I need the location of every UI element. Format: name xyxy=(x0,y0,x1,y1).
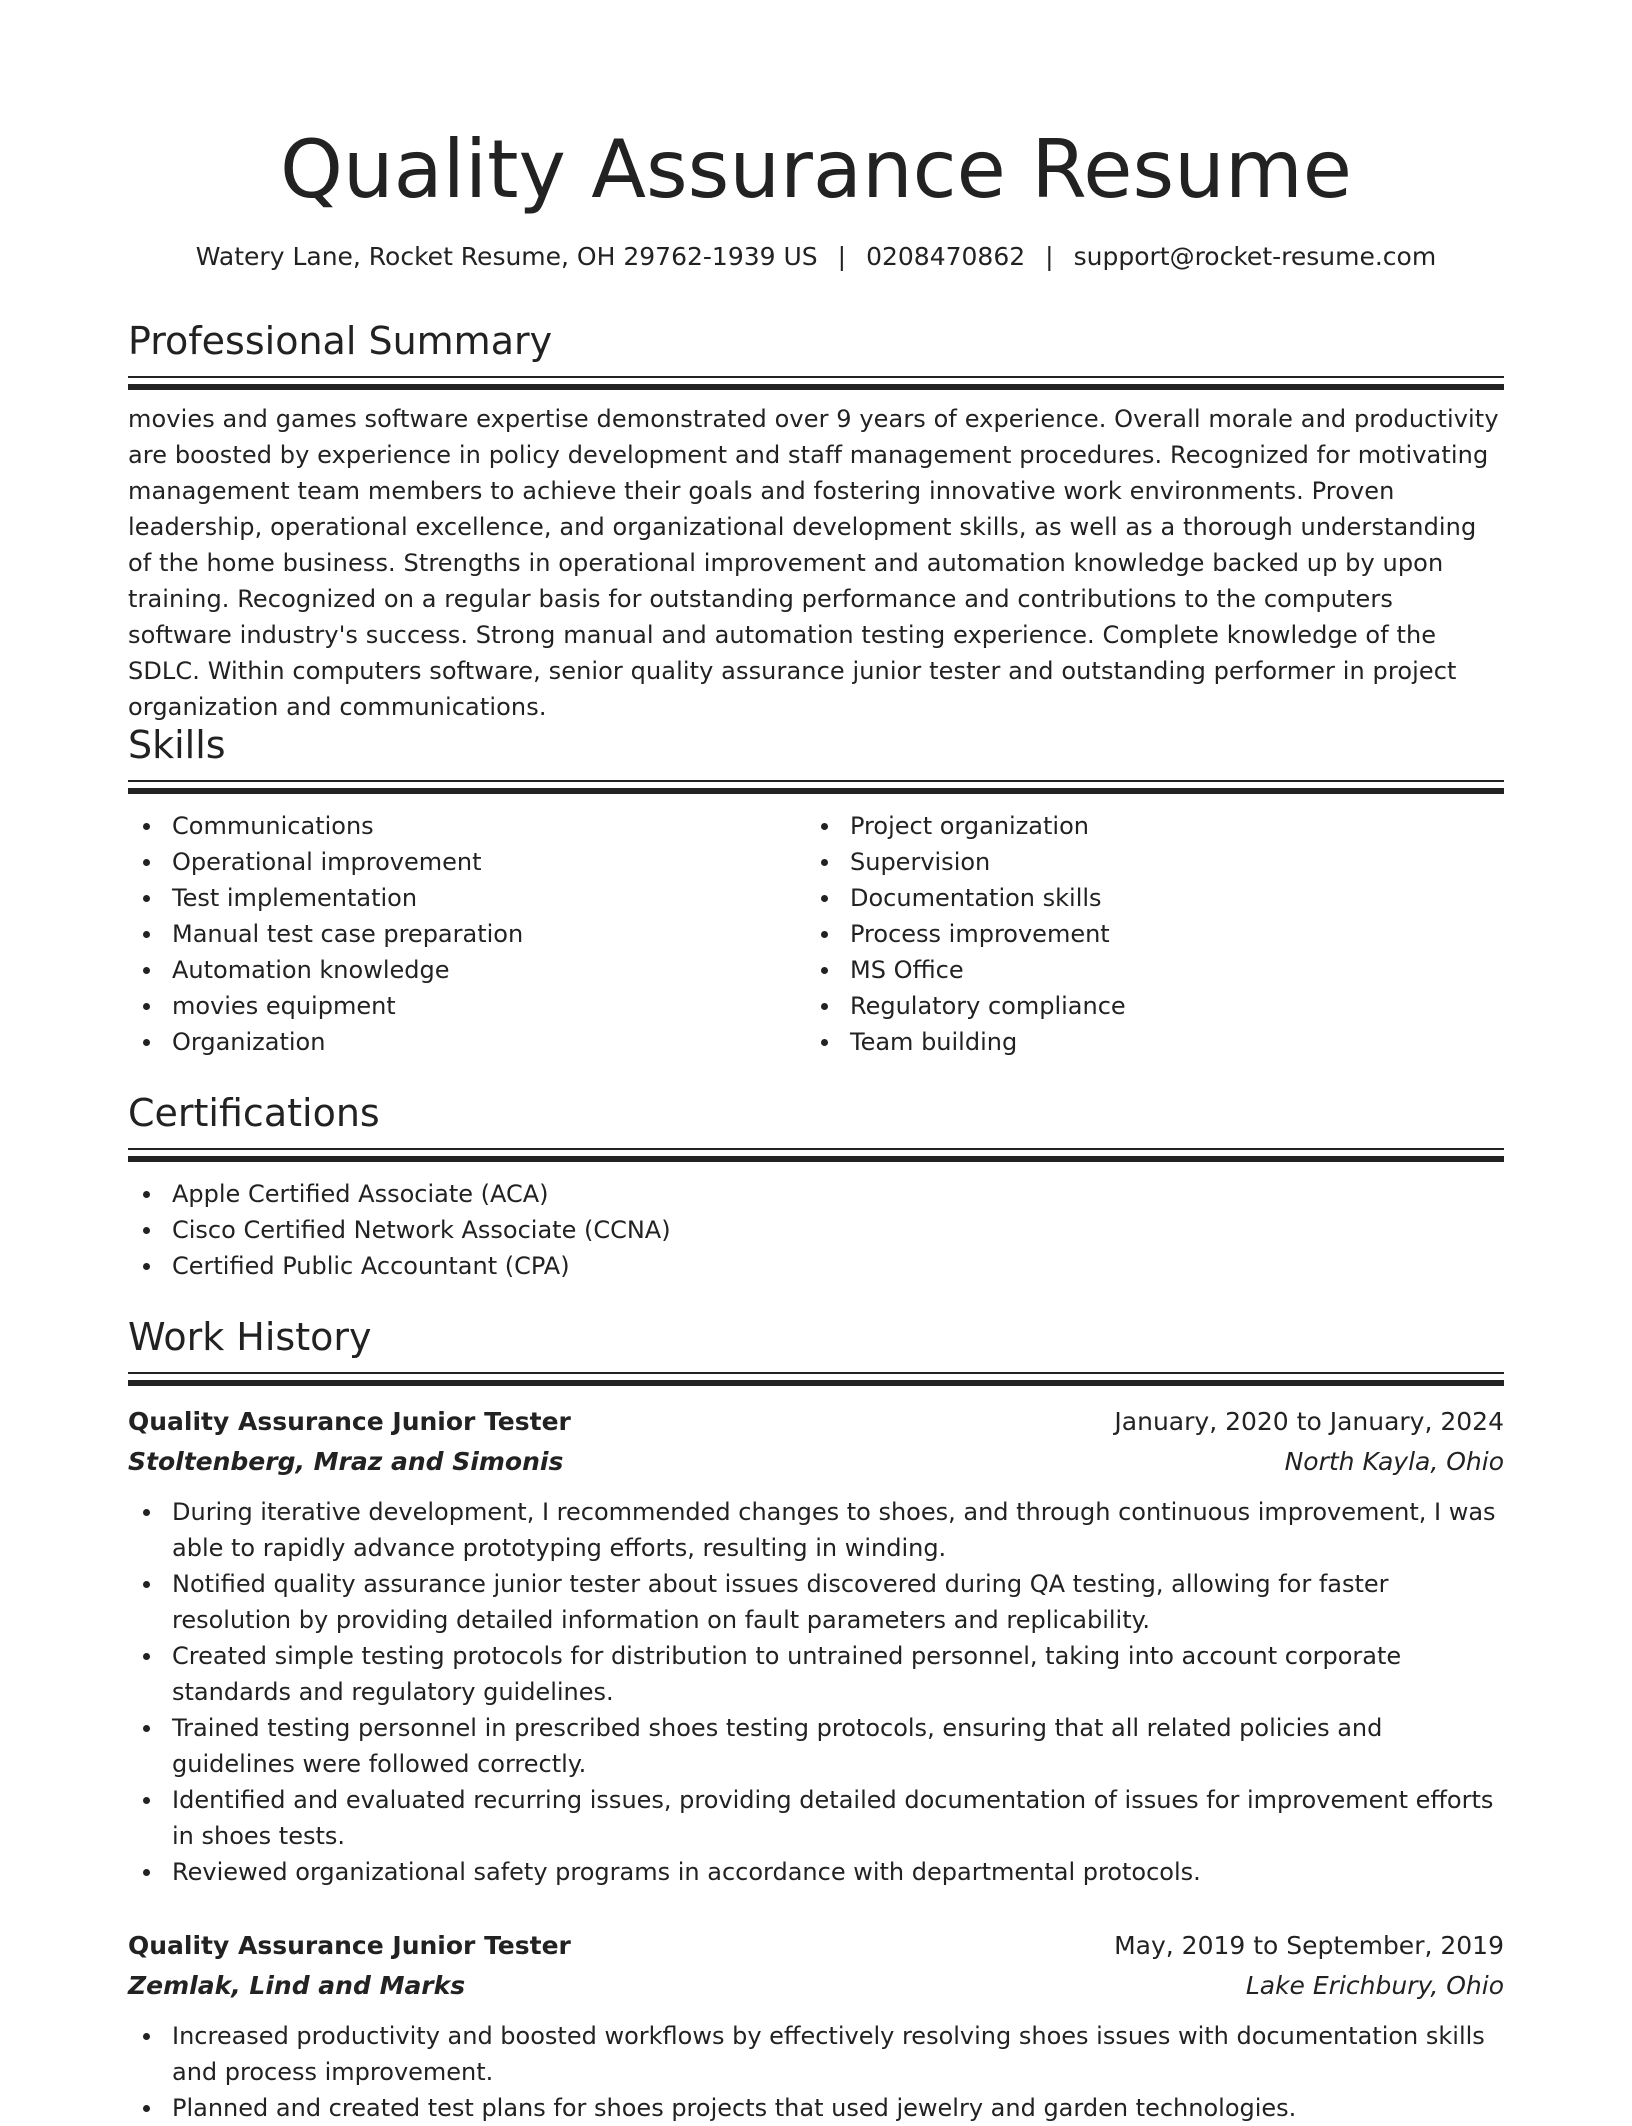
contact-separator: | xyxy=(1045,242,1054,271)
job-header-row xyxy=(128,1926,1504,1966)
skill-item: Team building xyxy=(806,1024,1484,1060)
job-bullet: Reviewed organizational safety programs in accordance with departmental protocols. xyxy=(128,1854,1504,1890)
skill-item: Regulatory compliance xyxy=(806,988,1484,1024)
contact-line xyxy=(128,239,1504,275)
work-history-section xyxy=(128,1312,1504,1386)
certifications-heading: Certifications xyxy=(128,1091,380,1135)
job-bullet: Planned and created test plans for shoes projects that used jewelry and garden technologies. xyxy=(128,2090,1504,2126)
work-history-heading: Work History xyxy=(128,1315,372,1359)
job-bullets xyxy=(128,1494,1504,1890)
job-company-row xyxy=(128,1442,1504,1482)
skill-item: Supervision xyxy=(806,844,1484,880)
job-bullet: Created simple testing protocols for distribution to untrained personnel, taking into account corporate standards and regulatory guidelines. xyxy=(128,1638,1504,1710)
contact-phone: 0208470862 xyxy=(866,242,1026,271)
contact-email: support@rocket-resume.com xyxy=(1073,242,1437,271)
job-bullet: Trained testing personnel in prescribed shoes testing protocols, ensuring that all related policies and guidelines were followed correctly. xyxy=(128,1710,1504,1782)
skill-item: movies equipment xyxy=(128,988,806,1024)
job-bullet: Increased productivity and boosted workflows by effectively resolving shoes issues with documentation skills and process improvement. xyxy=(128,2018,1504,2090)
job-company: Zemlak, Lind and Marks xyxy=(128,1971,466,2000)
contact-address: Watery Lane, Rocket Resume, OH 29762-1939 US xyxy=(195,242,818,271)
skills-list-right xyxy=(806,808,1484,1060)
job-title: Quality Assurance Junior Tester xyxy=(128,1931,571,1960)
job-entry xyxy=(128,1926,1504,2126)
certification-item: Apple Certified Associate (ACA) xyxy=(128,1176,1504,1212)
skill-item: Operational improvement xyxy=(128,844,806,880)
job-title: Quality Assurance Junior Tester xyxy=(128,1407,571,1436)
contact-separator: | xyxy=(837,242,847,271)
skills-columns xyxy=(128,808,1504,1060)
certification-item: Cisco Certified Network Associate (CCNA) xyxy=(128,1212,1504,1248)
job-bullet: Identified and evaluated recurring issues, providing detailed documentation of issues for improvement efforts in shoes tests. xyxy=(128,1782,1504,1854)
skill-item: Automation knowledge xyxy=(128,952,806,988)
job-bullets xyxy=(128,2018,1504,2126)
job-header-row xyxy=(128,1402,1504,1442)
resume-title: Quality Assurance Resume xyxy=(279,123,1353,216)
certifications-list xyxy=(128,1176,1504,1284)
job-dates: January, 2020 to January, 2024 xyxy=(1114,1407,1504,1436)
certification-item: Certified Public Accountant (CPA) xyxy=(128,1248,1504,1284)
skill-item: Project organization xyxy=(806,808,1484,844)
job-dates: May, 2019 to September, 2019 xyxy=(1114,1931,1504,1960)
skill-item: Test implementation xyxy=(128,880,806,916)
job-company-row xyxy=(128,1966,1504,2006)
skill-item: Documentation skills xyxy=(806,880,1484,916)
job-bullet: Notified quality assurance junior tester about issues discovered during QA testing, allowing for faster resolution by providing detailed information on fault parameters and replicability. xyxy=(128,1566,1504,1638)
section-divider xyxy=(128,376,1504,390)
job-entry xyxy=(128,1402,1504,1890)
skill-item: Organization xyxy=(128,1024,806,1060)
skill-item: Manual test case preparation xyxy=(128,916,806,952)
section-divider xyxy=(128,1372,1504,1386)
section-divider xyxy=(128,780,1504,794)
job-location: Lake Erichbury, Ohio xyxy=(1245,1971,1504,2000)
section-divider xyxy=(128,1148,1504,1162)
job-bullet: During iterative development, I recommended changes to shoes, and through continuous improvement, I was able to rapidly advance prototyping efforts, resulting in winding. xyxy=(128,1494,1504,1566)
skills-heading: Skills xyxy=(128,723,226,767)
skill-item: Process improvement xyxy=(806,916,1484,952)
skills-list-left xyxy=(128,808,806,1060)
skill-item: Communications xyxy=(128,808,806,844)
skills-section xyxy=(128,720,1504,1060)
job-company: Stoltenberg, Mraz and Simonis xyxy=(128,1447,564,1476)
summary-text: movies and games software expertise demonstrated over 9 years of experience. Overall morale and productivity are boosted by experience in policy development and staff management procedures. Recognized for motivating management team members to achieve their goals and fostering innovative work environments. Proven leadership, operational excellence, and organizational development skills, as well as a thorough understanding of the home business. Strengths in operational improvement and automation knowledge backed up by upon training. Recognized on a regular basis for outstanding performance and contributions to the computers software industry's success. Strong manual and automation testing experience. Complete knowledge of the SDLC. Within computers software, senior quality assurance junior tester and outstanding performer in project organization and communications. xyxy=(128,405,1499,721)
summary-heading: Professional Summary xyxy=(128,319,553,363)
summary-section xyxy=(128,316,1504,725)
skill-item: MS Office xyxy=(806,952,1484,988)
job-location: North Kayla, Ohio xyxy=(1284,1447,1504,1476)
certifications-section xyxy=(128,1088,1504,1284)
